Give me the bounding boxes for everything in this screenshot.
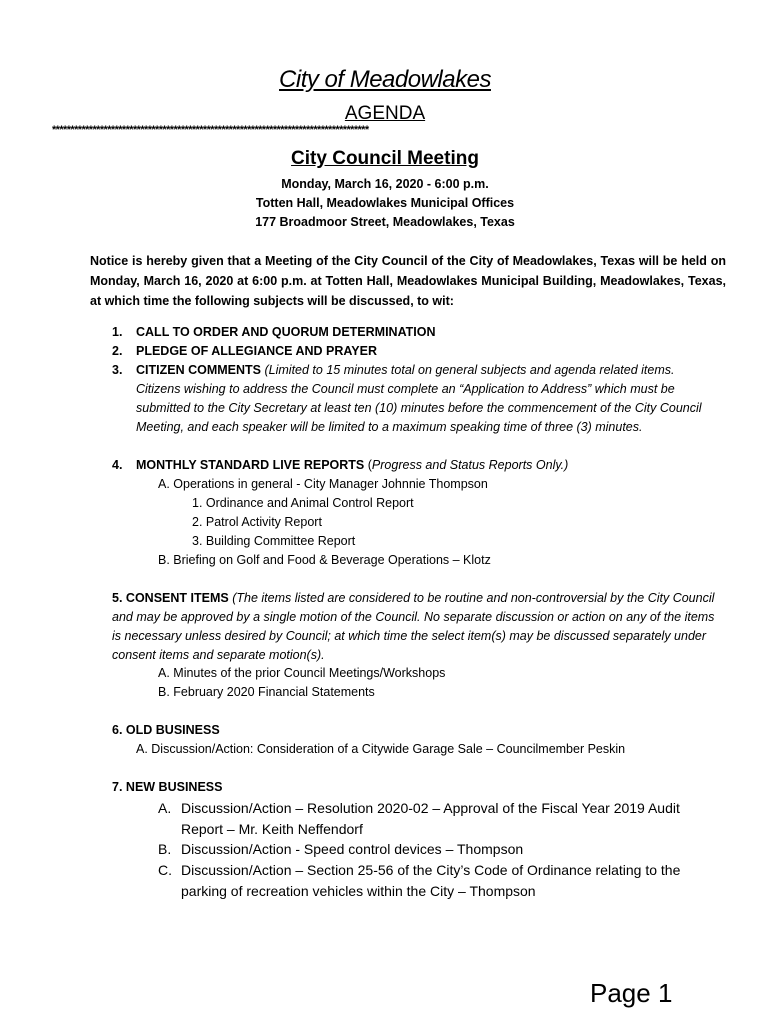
meeting-address: 177 Broadmoor Street, Meadowlakes, Texas: [255, 215, 515, 229]
sub-item-text: Discussion/Action – Resolution 2020-02 – Approval of the Fiscal Year 2019 Audit Report – Mr. Keith Neffendorf: [181, 800, 680, 837]
sub-sub-item: 3. Building Committee Report: [192, 534, 356, 548]
agenda-item-4: [112, 456, 722, 475]
sub-sub-item: 1. Ordinance and Animal Control Report: [192, 496, 414, 510]
agenda-item-5: [112, 589, 724, 665]
notice-paragraph: Notice is hereby given that a Meeting of the City Council of the City of Meadowlakes, Texas will be held on Monday, March 16, 2020 at 6:00 p.m. at Totten Hall, Meadowlakes Municipal Building, Meadowlakes, Texas, at which time the following subjects will be discussed, to wit:: [90, 254, 726, 308]
item-number: 7.: [112, 780, 123, 794]
meeting-location: Totten Hall, Meadowlakes Municipal Offices: [255, 196, 515, 210]
agenda-item-7: [112, 778, 222, 797]
item-title: OLD BUSINESS: [125, 723, 220, 737]
meeting-date: Monday, March 16, 2020 - 6:00 p.m.: [281, 177, 489, 191]
agenda-item-3: [112, 361, 722, 437]
divider: **************************************************************************************: [52, 124, 369, 136]
meeting-title: City Council Meeting: [291, 148, 479, 169]
item-number: 5.: [112, 591, 123, 605]
sub-item-label: C.: [158, 862, 172, 878]
sub-item-label: A.: [158, 800, 172, 816]
item-number: 3.: [112, 363, 123, 377]
item-title: CONSENT ITEMS: [125, 591, 229, 605]
sub-item-a: [158, 798, 724, 839]
agenda-item-1: [112, 323, 722, 342]
agenda-item-6: [112, 721, 220, 740]
sub-item-label: B.: [158, 841, 172, 857]
sub-item: B. February 2020 Financial Statements: [158, 685, 375, 699]
sub-item-b: [158, 839, 724, 860]
sub-item-text: Discussion/Action – Section 25-56 of the City’s Code of Ordinance relating to the parking of recreation vehicles within the City – Thompson: [181, 862, 681, 899]
sub-item-text: Discussion/Action - Speed control devices – Thompson: [181, 841, 524, 857]
sub-item: B. Briefing on Golf and Food & Beverage Operations – Klotz: [158, 553, 491, 567]
item-title: MONTHLY STANDARD LIVE REPORTS: [136, 458, 365, 472]
item-title: NEW BUSINESS: [125, 780, 223, 794]
item-number: 1.: [112, 325, 123, 339]
sub-item: A. Minutes of the prior Council Meetings/Workshops: [158, 666, 446, 680]
item-number: 2.: [112, 344, 123, 358]
sub-item-c: [158, 860, 724, 901]
item-note: Progress and Status Reports Only.): [371, 458, 569, 472]
sub-item: A. Discussion/Action: Consideration of a Citywide Garage Sale – Councilmember Peskin: [136, 742, 626, 756]
item-number: 6.: [112, 723, 123, 737]
item-title: CITIZEN COMMENTS: [136, 363, 261, 377]
agenda-heading: AGENDA: [344, 103, 426, 124]
item-title: PLEDGE OF ALLEGIANCE AND PRAYER: [136, 344, 377, 358]
item-note: (Limited to 15 minutes total on general subjects and agenda related items. Citizens wishing to address the Council must complete an “Application to Address” which must be submitted to the City Secretary at least ten (10) minutes before the commencement of the City Council Meeting, and each speaker will be limited to a maximum speaking time of three (3) minutes.: [136, 363, 702, 434]
item-note: (The items listed are considered to be routine and non-controversial by the City Council and may be approved by a single motion of the Council. No separate discussion or action on any of the items is necessary unless desired by Council; at which time the select item(s) may be discussed separately under consent items and separate motion(s).: [112, 591, 715, 662]
sub-sub-item: 2. Patrol Activity Report: [192, 515, 322, 529]
city-title: City of Meadowlakes: [279, 66, 491, 93]
agenda-item-2: [112, 342, 722, 361]
item-title: CALL TO ORDER AND QUORUM DETERMINATION: [136, 325, 436, 339]
item-note-open: (: [367, 458, 372, 472]
item-number: 4.: [112, 458, 123, 472]
page-number: Page 1: [590, 978, 673, 1008]
sub-item: A. Operations in general - City Manager Johnnie Thompson: [158, 477, 488, 491]
